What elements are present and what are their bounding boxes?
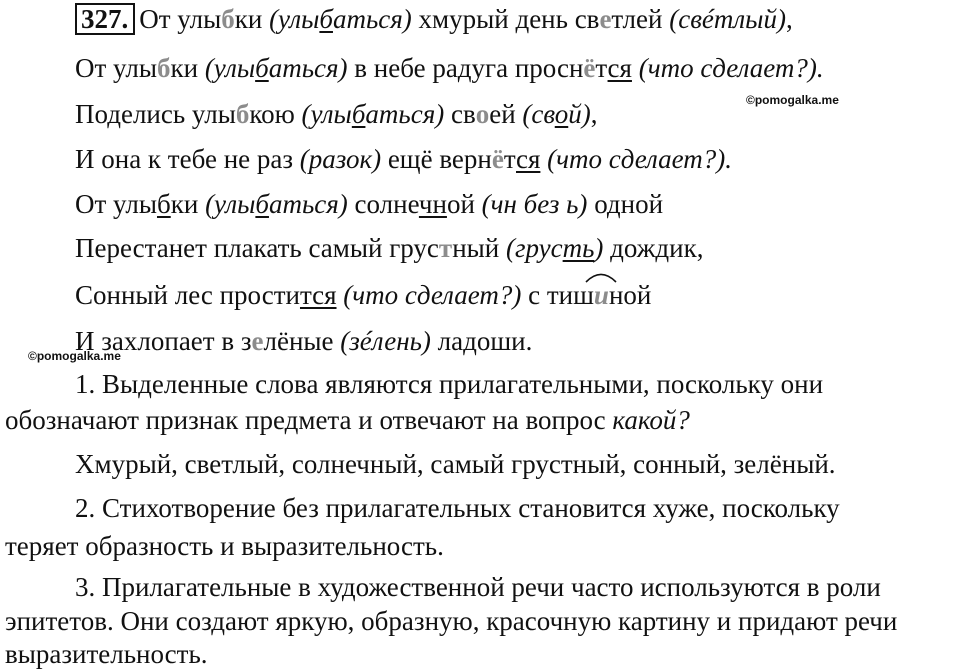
text-fragment: кою (249, 99, 302, 129)
italic-note: аться) (268, 189, 348, 219)
italic-note: ) (594, 233, 604, 263)
poem-line (75, 232, 703, 264)
text-fragment: в небе радуга просн (347, 53, 584, 83)
italic-note: (что сделает?). (547, 144, 733, 174)
text-fragment: св (444, 99, 476, 129)
underlined-fragment: тся (299, 280, 337, 310)
watermark: ©pomogalka.me (746, 93, 839, 107)
highlighted-letter: ё (491, 144, 504, 174)
text-fragment: с тиш (521, 280, 594, 310)
exercise-number: 327. (75, 3, 135, 35)
text-fragment: ный (452, 233, 506, 263)
text-fragment: ки (170, 53, 205, 83)
underlined-fragment: б (351, 99, 366, 129)
italic-note: аться) (268, 53, 348, 83)
italic-note: (улы (205, 189, 256, 219)
italic-note: какой? (612, 405, 690, 435)
poem-line (75, 325, 532, 357)
poem-line (75, 143, 732, 175)
poem-line (75, 279, 651, 311)
underlined-fragment: б (319, 4, 333, 34)
highlighted-letter: б (156, 53, 171, 83)
italic-note: (грус (505, 233, 563, 263)
underlined-fragment: ся (607, 53, 632, 83)
italic-note: (что сделает?). (638, 53, 824, 83)
italic-note: (улы (301, 99, 352, 129)
text-fragment: Сонный лес прости (75, 280, 300, 310)
text-fragment: Поделись улы (75, 99, 236, 129)
watermark: ©pomogalka.me (28, 349, 121, 363)
underlined-fragment: о (554, 99, 569, 129)
text-fragment: одной (587, 189, 664, 219)
answer-1-line-1: 1. Выделенные слова являются прилагательными, поскольку они (75, 369, 824, 399)
italic-note: (улы (204, 53, 256, 83)
underlined-fragment: б (156, 189, 171, 219)
highlighted-letter: е (599, 4, 612, 34)
text-fragment: И захлопает в з (75, 326, 252, 356)
text-fragment: ладоши. (430, 326, 533, 356)
italic-note: (улы (269, 4, 320, 34)
underlined-fragment: б (255, 189, 269, 219)
italic-note: (что сделает?) (343, 280, 522, 310)
text-fragment: От улы (139, 4, 222, 34)
answer-3-line-1: 3. Прилагательные в художественной речи часто используются в роли (75, 572, 881, 602)
text-fragment: обозначают признак предмета и отвечают на вопрос (5, 405, 613, 435)
highlighted-letter: е (251, 326, 264, 356)
poem-line (75, 98, 598, 130)
underlined-fragment: ся (516, 144, 541, 174)
text-fragment: От улы (75, 189, 157, 219)
poem-line (75, 188, 663, 220)
answer-1-line-2 (5, 404, 690, 436)
text-fragment: ки (170, 189, 206, 219)
text-fragment: т (595, 53, 608, 83)
underlined-fragment: ть (562, 233, 595, 263)
answer-3-line-2: эпитетов. Они создают яркую, образную, красочную картину и придают речи (5, 606, 898, 636)
italic-note: (свéтлый) (669, 4, 786, 34)
italic-note: (разок) (299, 144, 382, 174)
text-fragment: , (785, 4, 793, 34)
underlined-fragment: б (255, 53, 269, 83)
italic-note: аться) (365, 99, 445, 129)
answer-2-line-2: теряет образность и выразительность. (5, 531, 444, 561)
highlighted-letter: и (594, 279, 609, 311)
answer-3-line-3: выразительность. (5, 639, 208, 669)
highlighted-letter: б (235, 99, 250, 129)
text-fragment: солне (347, 189, 419, 219)
poem-line (75, 3, 793, 35)
text-fragment: тлей (611, 4, 670, 34)
highlighted-letter: т (438, 233, 453, 263)
morpheme-root-arc (584, 269, 618, 283)
text-fragment: дождик, (603, 233, 704, 263)
text-fragment: т (503, 144, 516, 174)
answer-adjectives-list: Хмурый, светлый, солнечный, самый грустный, сонный, зелёный. (75, 449, 836, 479)
poem-line (75, 52, 824, 84)
highlighted-letter: б (221, 4, 235, 34)
italic-note: (св (522, 99, 555, 129)
text-fragment: ки (234, 4, 270, 34)
italic-note: аться) (332, 4, 412, 34)
highlighted-letter: о (475, 99, 490, 129)
text-fragment: Перестанет плакать самый грус (75, 233, 439, 263)
italic-note: (зéлень) (340, 326, 431, 356)
text-fragment: , (590, 99, 598, 129)
text-fragment: ещё верн (381, 144, 492, 174)
text-fragment: хмурый день св (411, 4, 600, 34)
underlined-fragment: чн (418, 189, 447, 219)
answer-2-line-1: 2. Стихотворение без прилагательных становится хуже, поскольку (75, 493, 840, 523)
text-fragment: От улы (75, 53, 157, 83)
text-fragment: ей (489, 99, 523, 129)
italic-note: (чн без ь) (481, 189, 588, 219)
text-fragment: ной (608, 280, 652, 310)
text-fragment (632, 53, 639, 83)
italic-note: й) (568, 99, 591, 129)
text-fragment: И она к тебе не раз (75, 144, 300, 174)
text-fragment: ой (446, 189, 482, 219)
highlighted-letter: ё (583, 53, 596, 83)
text-fragment: лёные (263, 326, 341, 356)
